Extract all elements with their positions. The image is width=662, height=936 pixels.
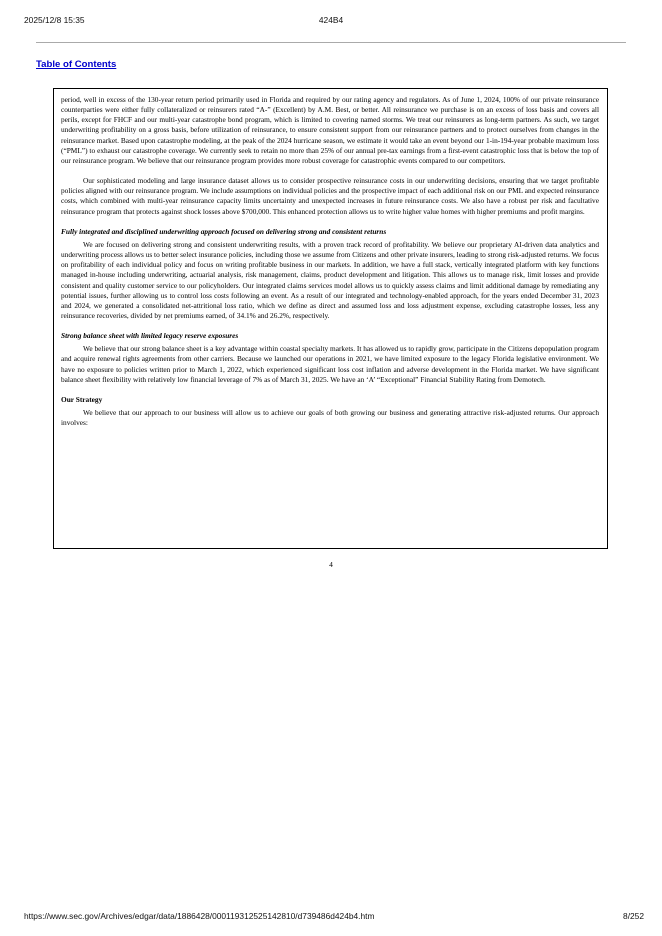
print-footer	[0, 911, 662, 923]
table-of-contents-link[interactable]: Table of Contents	[36, 59, 117, 70]
print-page-count: 8/252	[623, 911, 644, 921]
paragraph-modeling: Our sophisticated modeling and large insurance dataset allows us to consider prospective reinsurance costs in our underwriting decisions, ensuring that we target profitable policies aligned with our reinsurance program. We include assumptions on individual policies and the prospective impact of each additional risk on our PML and expected reinsurance costs, which combined with multi-year reinsurance capacity limits uncertainty and unexpected increases in future reinsurance costs. We also have a robust per risk and facultative reinsurance program that protects against shock losses above $700,000. This enhanced protection allows us to write higher value homes with higher premiums and profit margins.	[61, 176, 599, 216]
header-divider	[36, 42, 626, 43]
paragraph-balance-sheet: We believe that our strong balance sheet is a key advantage within coastal specialty markets. It has allowed us to rapidly grow, participate in the Citizens depopulation program and acquire renewal rights agreements from other carriers. Because we launched our operations in 2021, we have limited exposure to the legacy Florida legislative environment. We have no exposure to policies written prior to March 1, 2022, which experienced significant loss cost inflation and adverse development in the Florida market. We have significant balance sheet flexibility with relatively low financial leverage of 7% as of March 31, 2025. We have an ‘A’ “Exceptional” Financial Stability Rating from Demotech.	[61, 344, 599, 384]
print-header	[0, 15, 662, 27]
print-datetime: 2025/12/8 15:35	[24, 15, 85, 25]
paragraph-reinsurance: period, well in excess of the 130-year return period primarily used in Florida and required by our rating agency and regulators. As of June 1, 2024, 100% of our private reinsurance counterparties were either fully collateralized or reinsurers rated “A-” (Excellent) by A.M. Best, or better. All reinsurance we purchase is on an excess of loss basis and covers all perils, except for FHCF and our multi-year catastrophe bond program, which is limited to covering named storms. We treat our reinsurers as long-term partners. As such, we target underwriting profitability on a gross basis, before utilization of reinsurance, to ensure consistent support from our reinsurance partners and to protect ourselves from changes in the reinsurance market. Based upon catastrophe modeling, at the peak of the 2024 hurricane season, we estimate it would take an event beyond our 1-in-194-year probable maximum loss (“PML”) to exhaust our catastrophe coverage. We currently seek to retain no more than 25% of our annual pre-tax earnings from a first-event catastrophic loss that is below the top of our reinsurance program. We believe that our reinsurance program provides more robust coverage for catastrophic events compared to our competitors.	[61, 95, 599, 165]
paragraph-strategy: We believe that our approach to our business will allow us to achieve our goals of both growing our business and generating attractive risk-adjusted returns. Our approach involves:	[61, 408, 599, 428]
page-number: 4	[329, 560, 333, 569]
print-url: https://www.sec.gov/Archives/edgar/data/1886428/000119312525142810/d739486d424b4.htm	[24, 911, 375, 921]
paragraph-underwriting: We are focused on delivering strong and consistent underwriting results, with a proven track record of profitability. We believe our proprietary AI-driven data analytics and underwriting process allows us to better select insurance policies, including those we assume from Citizens and other private insurers, leading to strong risk-adjusted returns. We focus on profitability of each individual policy and focus on writing profitable business in our markets. In addition, we have a full stack, vertically integrated platform with key functions managed in-house including underwriting, actuarial analysis, risk management, claims, product development and litigation. This allows us to manage risk, limit losses and provide consistent and quality customer service to our policyholders. Our integrated claims services model allows us to quickly assess claims and limit additional damage by remediating any potential issues, further allowing us to control loss costs following an event. As a result of our integrated and technology-enabled approach, for the years ended December 31, 2023 and 2024, we generated a consolidated net-attritional loss ratio, which we define as direct and assumed loss and loss adjustment expense, excluding catastrophe losses, less any reinsurance recoveries, divided by net premiums earned, of 34.1% and 26.2%, respectively.	[61, 239, 599, 320]
print-doc-title: 424B4	[318, 15, 344, 25]
document-content-box	[53, 88, 608, 549]
section-heading-balance-sheet: Strong balance sheet with limited legacy reserve exposures	[61, 331, 239, 341]
section-heading-underwriting: Fully integrated and disciplined underwriting approach focused on delivering strong and consistent returns	[61, 226, 387, 236]
section-heading-strategy: Our Strategy	[61, 394, 103, 404]
